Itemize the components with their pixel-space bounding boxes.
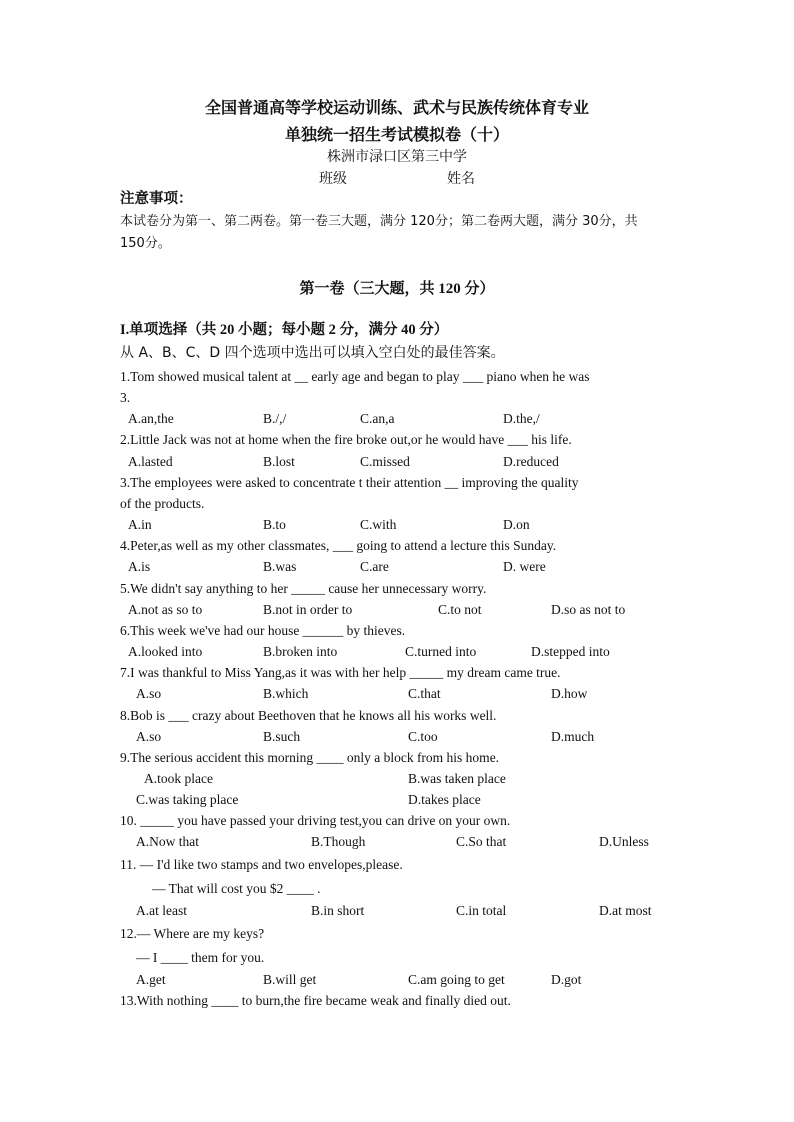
question-9-option-b: B.was taken place	[408, 771, 506, 786]
question-12-option-b: B.will get	[263, 972, 317, 987]
question-11-option-c: C.in total	[456, 903, 507, 918]
question-11-option-a: A.at least	[136, 903, 187, 918]
question-4-option-b: B.was	[263, 559, 297, 574]
section-instruction: 从 A、B、C、D 四个选项中选出可以填入空白处的最佳答案。	[120, 345, 505, 361]
question-11-stem: — That will cost you $2 ____ .	[152, 881, 321, 896]
question-2-option-a: A.lasted	[128, 454, 173, 469]
question-3-option-b: B.to	[263, 517, 286, 532]
question-2-option-c: C.missed	[360, 454, 410, 469]
question-7-stem: 7.I was thankful to Miss Yang,as it was with her help _____ my dream came true.	[120, 665, 561, 680]
question-1-option-b: B./,/	[263, 411, 287, 426]
question-11-stem: 11. — I'd like two stamps and two envelopes,please.	[120, 857, 403, 872]
question-3-stem: of the products.	[120, 496, 205, 511]
question-9-option-c: C.was taking place	[136, 792, 239, 807]
question-10-option-b: B.Though	[311, 834, 366, 849]
question-9-option-d: D.takes place	[408, 792, 481, 807]
question-4-option-a: A.is	[128, 559, 151, 574]
notes-heading: 注意事项：	[120, 191, 193, 207]
question-13-stem: 13.With nothing ____ to burn,the fire became weak and finally died out.	[120, 993, 511, 1008]
question-10-option-d: D.Unless	[599, 834, 649, 849]
class-label: 班级	[319, 171, 347, 187]
question-4-option-d: D. were	[503, 559, 546, 574]
question-7-option-b: B.which	[263, 686, 309, 701]
question-2-stem: 2.Little Jack was not at home when the fire broke out,or he would have ___ his life.	[120, 432, 572, 447]
question-6-option-c: C.turned into	[405, 644, 477, 659]
exam-title-line1: 全国普通高等学校运动训练、武术与民族传统体育专业	[204, 100, 589, 117]
question-11-option-b: B.in short	[311, 903, 365, 918]
question-8-option-d: D.much	[551, 729, 595, 744]
question-3-option-a: A.in	[128, 517, 152, 532]
question-8-option-b: B.such	[263, 729, 301, 744]
question-9-stem: 9.The serious accident this morning ____ only a block from his home.	[120, 750, 500, 765]
question-12-option-d: D.got	[551, 972, 582, 987]
question-3-option-d: D.on	[503, 517, 530, 532]
notes-line2: 150分。	[120, 236, 171, 251]
question-12-option-a: A.get	[136, 972, 166, 987]
question-2-option-b: B.lost	[263, 454, 295, 469]
question-10-option-a: A.Now that	[136, 834, 199, 849]
question-8-option-c: C.too	[408, 729, 438, 744]
question-12-option-c: C.am going to get	[408, 972, 505, 987]
question-12-stem: — I ____ them for you.	[136, 950, 265, 965]
question-8-option-a: A.so	[136, 729, 162, 744]
question-4-stem: 4.Peter,as well as my other classmates, ___ going to attend a lecture this Sunday.	[120, 538, 557, 553]
question-7-option-d: D.how	[551, 686, 588, 701]
class-name-row	[0, 168, 794, 188]
question-6-stem: 6.This week we've had our house ______ by thieves.	[120, 623, 406, 638]
question-1-option-a: A.an,the	[128, 411, 174, 426]
volume-title: 第一卷（三大题，共 120 分）	[299, 281, 495, 297]
exam-title-line2: 单独统一招生考试模拟卷（十）	[284, 127, 509, 144]
notes-line1: 本试卷分为第一、第二两卷。第一卷三大题，满分 120分；第二卷两大题，满分 30分，共	[120, 214, 638, 229]
question-6-option-a: A.looked into	[128, 644, 203, 659]
question-1-stem: 1.Tom showed musical talent at __ early age and began to play ___ piano when he was	[120, 369, 590, 384]
question-6-option-d: D.stepped into	[531, 644, 610, 659]
question-3-stem: 3.The employees were asked to concentrate t their attention __ improving the quality	[120, 475, 579, 490]
question-1-option-c: C.an,a	[360, 411, 395, 426]
question-4-option-c: C.are	[360, 559, 389, 574]
question-7-option-a: A.so	[136, 686, 162, 701]
school-name: 株洲市渌口区第三中学	[327, 149, 467, 165]
question-5-option-a: A.not as so to	[128, 602, 203, 617]
question-10-option-c: C.So that	[456, 834, 507, 849]
question-3-option-c: C.with	[360, 517, 397, 532]
question-11-option-d: D.at most	[599, 903, 652, 918]
question-1-option-d: D.the,/	[503, 411, 540, 426]
question-8-stem: 8.Bob is ___ crazy about Beethoven that he knows all his works well.	[120, 708, 497, 723]
question-1-stem: 3.	[120, 390, 131, 405]
question-10-stem: 10. _____ you have passed your driving test,you can drive on your own.	[120, 813, 511, 828]
question-5-option-b: B.not in order to	[263, 602, 353, 617]
name-label: 姓名	[447, 171, 475, 187]
question-5-option-d: D.so as not to	[551, 602, 626, 617]
question-2-option-d: D.reduced	[503, 454, 559, 469]
question-5-stem: 5.We didn't say anything to her _____ cause her unnecessary worry.	[120, 581, 487, 596]
section-title: I.单项选择（共 20 小题；每小题 2 分，满分 40 分）	[120, 322, 449, 338]
question-5-option-c: C.to not	[438, 602, 482, 617]
question-12-stem: 12.— Where are my keys?	[120, 926, 265, 941]
question-6-option-b: B.broken into	[263, 644, 338, 659]
question-9-option-a: A.took place	[144, 771, 213, 786]
question-7-option-c: C.that	[408, 686, 441, 701]
